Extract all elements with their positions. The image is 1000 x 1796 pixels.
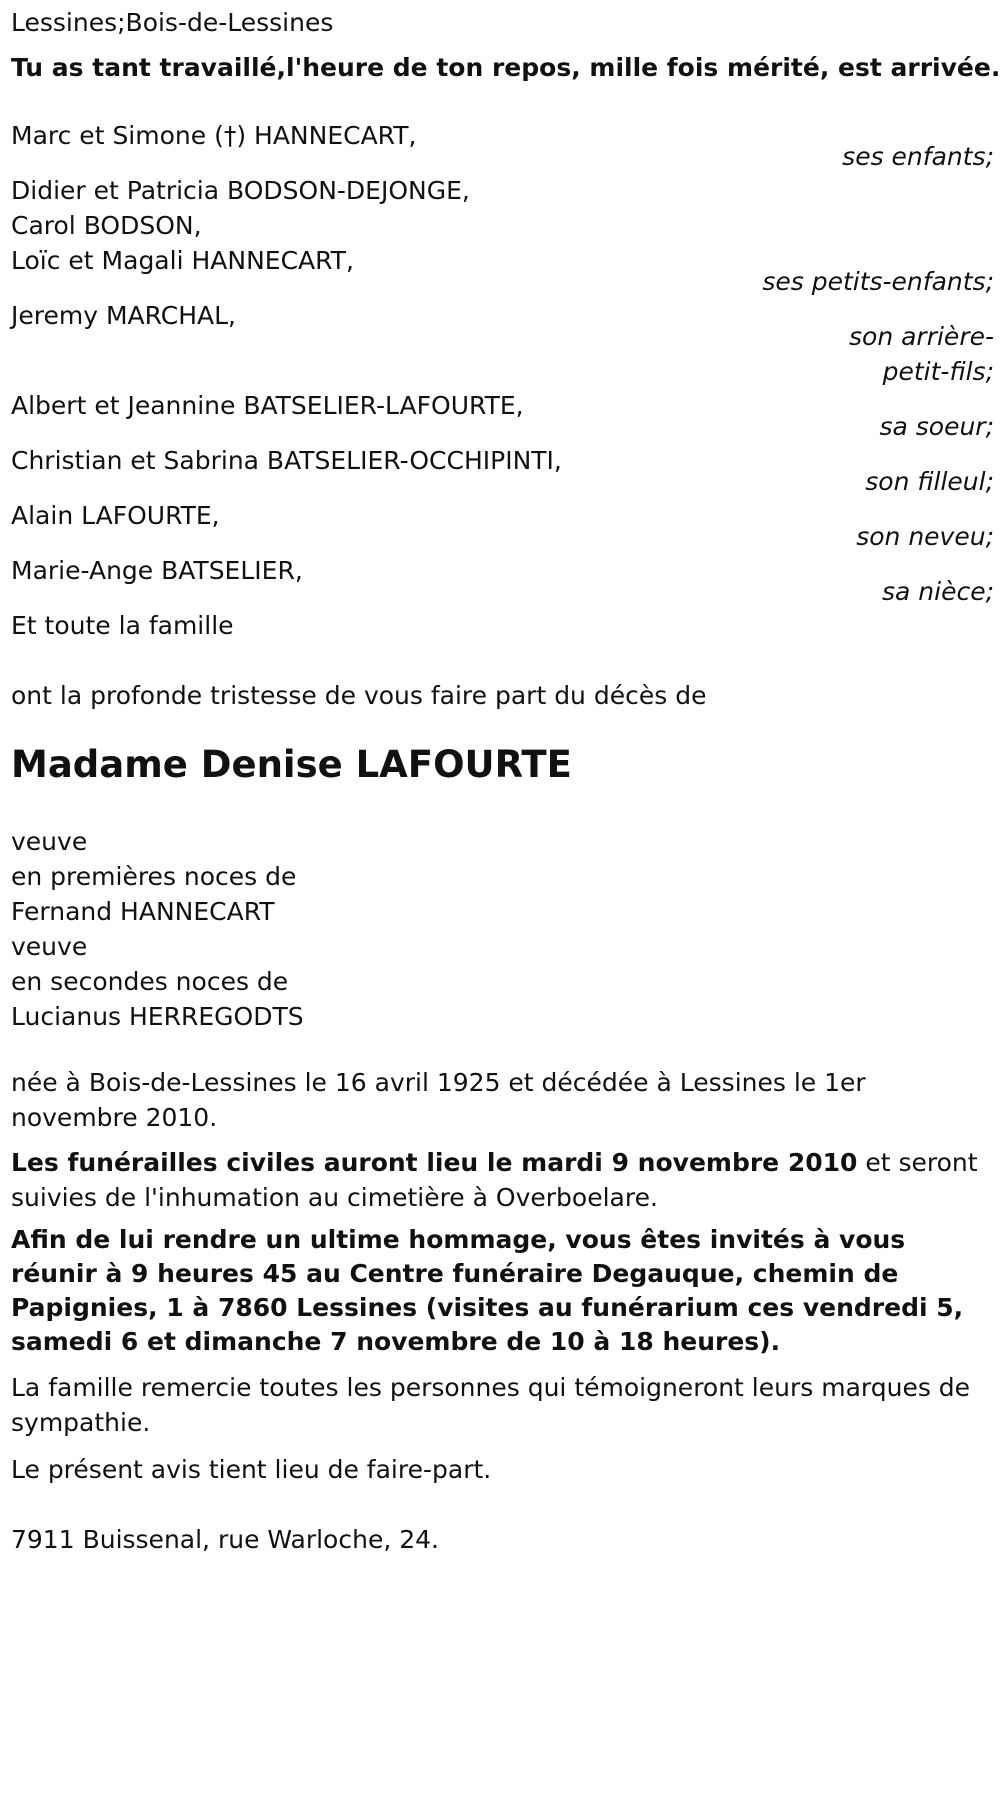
birth-death: née à Bois-de-Lessines le 16 avril 1925 et décédée à Lessines le 1er novembre 2010.: [11, 1068, 866, 1132]
grandchild-line-2: Carol BODSON,: [11, 211, 202, 240]
children-names: Marc et Simone (†) HANNECART,: [11, 121, 417, 150]
children-role: ses enfants;: [842, 142, 994, 171]
notice-line: Le présent avis tient lieu de faire-part.: [11, 1455, 492, 1484]
address-line: 7911 Buissenal, rue Warloche, 24.: [11, 1525, 439, 1554]
location-line: Lessines;Bois-de-Lessines: [11, 8, 334, 37]
sister-role: sa soeur;: [879, 412, 994, 441]
widow-line-4: veuve: [11, 932, 88, 961]
widow-line-6: Lucianus HERREGODTS: [11, 1002, 304, 1031]
funeral-date: Les funérailles civiles auront lieu le mardi 9 novembre 2010: [11, 1148, 858, 1177]
family-others: Et toute la famille: [11, 611, 234, 640]
announcement: ont la profonde tristesse de vous faire part du décès de: [11, 681, 707, 710]
godson-name: Christian et Sabrina BATSELIER-OCCHIPINTI,: [11, 446, 562, 475]
deceased-name: Madame Denise LAFOURTE: [11, 743, 572, 786]
epitaph: Tu as tant travaillé,l'heure de ton repos, mille fois mérité, est arrivée.: [11, 53, 1000, 82]
nephew-role: son neveu;: [856, 522, 994, 551]
great-grandson-name: Jeremy MARCHAL,: [11, 301, 236, 330]
widow-line-5: en secondes noces de: [11, 967, 289, 996]
gathering-paragraph: Afin de lui rendre un ultime hommage, vous êtes invités à vous réunir à 9 heures 45 au Centre funéraire Degauque, chemin de Papignies, 1 à 7860 Lessines (visites au funérarium ces vendredi 5, samedi 6 et dimanche 7 novembre de 10 à 18 heures).: [11, 1225, 964, 1356]
grandchild-line-1: Didier et Patricia BODSON-DEJONGE,: [11, 176, 470, 205]
niece-name: Marie-Ange BATSELIER,: [11, 556, 303, 585]
sister-name: Albert et Jeannine BATSELIER-LAFOURTE,: [11, 391, 524, 420]
godson-role: son filleul;: [865, 467, 994, 496]
niece-role: sa nièce;: [881, 577, 994, 606]
grandchildren-role: ses petits-enfants;: [762, 267, 994, 296]
thanks-paragraph: La famille remercie toutes les personnes qui témoigneront leurs marques de sympathie.: [11, 1373, 971, 1437]
great-grandson-role-1: son arrière-: [849, 322, 994, 351]
widow-line-3: Fernand HANNECART: [11, 897, 275, 926]
great-grandson-role-2: petit-fils;: [882, 357, 994, 386]
funeral-details: et seront suivies de l'inhumation au cimetière à Overboelare.: [11, 1148, 978, 1212]
widow-line-2: en premières noces de: [11, 862, 297, 891]
grandchild-line-3: Loïc et Magali HANNECART,: [11, 246, 354, 275]
nephew-name: Alain LAFOURTE,: [11, 501, 220, 530]
widow-line-1: veuve: [11, 827, 88, 856]
funeral-paragraph: [11, 1145, 986, 1215]
